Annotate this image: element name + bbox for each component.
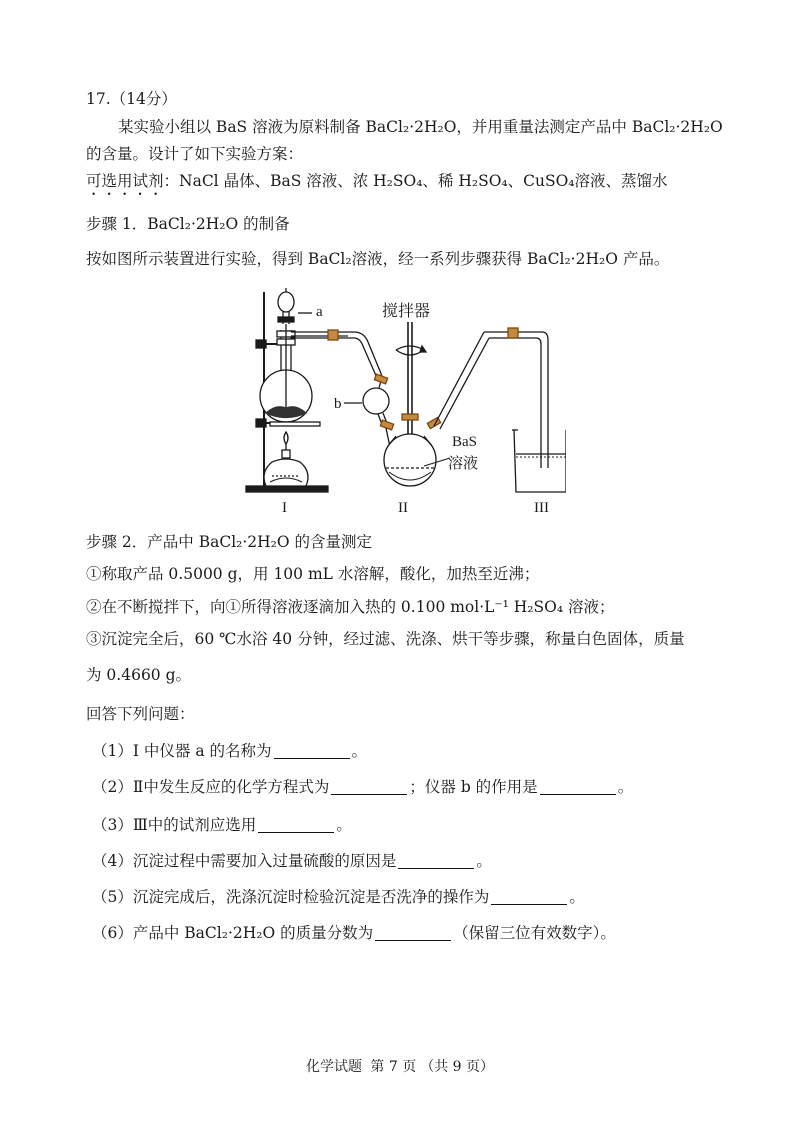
question-1-end: 。: [351, 742, 368, 760]
question-intro-line-1: 某实验小组以 BaS 溶液为原料制备 BaCl₂·2H₂O，并用重量法测定产品中 BaCl₂·2H₂O: [118, 118, 723, 136]
step1-text: 按如图所示装置进行实验，得到 BaCl₂溶液，经一系列步骤获得 BaCl₂·2H₂O 产品。: [86, 250, 670, 268]
question-4-end: 。: [476, 852, 492, 870]
label-stirrer: 搅拌器: [382, 303, 431, 320]
answer-blank-4[interactable]: [398, 852, 474, 869]
step2-item-2: ②在不断搅拌下，向①所得溶液逐滴加入热的 0.100 mol·L⁻¹ H₂SO₄ 溶液；: [86, 598, 615, 616]
reagents-text: ：NaCl 晶体、BaS 溶液、浓 H₂SO₄、稀 H₂SO₄、CuSO₄溶液、蒸馏水: [163, 172, 668, 190]
footer-page: 第 7 页: [370, 1059, 417, 1075]
question-6-text: （6）产品中 BaCl₂·2H₂O 的质量分数为: [92, 924, 374, 942]
answer-blank-3[interactable]: [258, 816, 334, 833]
step2-item-1: ①称取产品 0.5000 g，用 100 mL 水溶解，酸化，加热至近沸；: [86, 565, 540, 583]
question-5-text: （5）沉淀完成后，洗涤沉淀时检验沉淀是否洗净的操作为: [92, 888, 490, 906]
label-I: I: [282, 500, 287, 516]
question-5-end: 。: [569, 888, 585, 906]
question-5: [92, 886, 585, 908]
question-2-end: 。: [617, 778, 634, 796]
answer-blank-1[interactable]: [274, 742, 350, 759]
question-2-text: （2）Ⅱ中发生反应的化学方程式为: [92, 778, 330, 796]
answer-blank-2a[interactable]: [331, 778, 407, 795]
question-3: [92, 814, 352, 836]
connecting-tube-1: [291, 330, 382, 378]
step2-item-3: ③沉淀完全后，60 ℃水浴 40 分钟，经过滤、洗涤、烘干等步骤，称量白色固体，质量: [86, 630, 685, 648]
apparatus-III: [512, 430, 566, 492]
step2-item-3-cont: 为 0.4660 g。: [86, 666, 192, 684]
apparatus-I: [246, 288, 348, 492]
label-bas: BaS: [452, 434, 478, 450]
question-4: [92, 850, 492, 872]
reagents-label: 可选用试剂: [86, 172, 164, 190]
reagents-line: [86, 170, 668, 199]
label-a: a: [316, 304, 323, 320]
step1-title: 步骤 1．BaCl₂·2H₂O 的制备: [86, 215, 290, 233]
label-II: II: [398, 500, 408, 516]
label-solution: 溶液: [448, 456, 479, 472]
question-3-text: （3）Ⅲ中的试剂应选用: [92, 816, 257, 834]
question-intro-line-2: 的含量。设计了如下实验方案：: [86, 145, 304, 163]
answer-blank-2b[interactable]: [540, 778, 616, 795]
label-b: b: [334, 396, 342, 412]
answer-blank-5[interactable]: [491, 888, 567, 905]
connecting-tube-2: [484, 328, 548, 468]
footer-subject: 化学试题: [305, 1059, 362, 1075]
question-2-mid: ；仪器 b 的作用是: [409, 778, 538, 796]
answer-prompt: 回答下列问题：: [86, 705, 195, 723]
footer-total: （共 9 页）: [420, 1059, 495, 1075]
answer-blank-6[interactable]: [375, 924, 451, 941]
question-6: [92, 922, 616, 944]
apparatus-diagram: [236, 286, 566, 518]
question-4-text: （4）沉淀过程中需要加入过量硫酸的原因是: [92, 852, 397, 870]
question-1: [92, 740, 367, 762]
step2-title: 步骤 2．产品中 BaCl₂·2H₂O 的含量测定: [86, 533, 373, 551]
question-3-end: 。: [336, 816, 352, 834]
question-1-text: （1）I 中仪器 a 的名称为: [92, 742, 272, 760]
page-footer: [0, 1056, 800, 1076]
label-III: III: [534, 500, 549, 516]
question-header: 17.（14分）: [86, 90, 177, 108]
question-2: [92, 776, 633, 798]
question-6-end: （保留三位有效数字）。: [453, 924, 616, 942]
